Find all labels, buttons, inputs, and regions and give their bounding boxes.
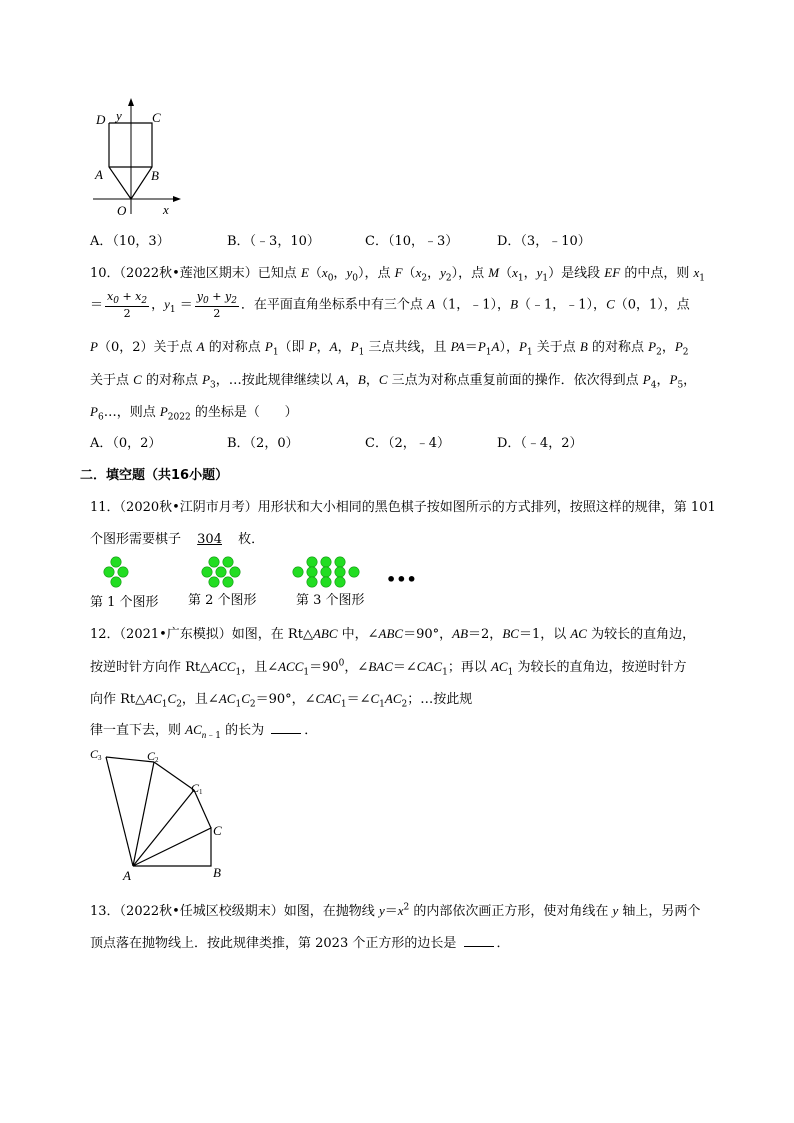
label-C1: C xyxy=(191,781,200,795)
label-C1-sub: 1 xyxy=(199,788,203,796)
q10-line-5: $P_6\dots$，则点 $P_{2022}$ 的坐标是（ ） xyxy=(90,404,298,423)
q10-line-1: 10．（2022秋•莲池区期末）已知点 $E(x_0$，$y_0$），点 $F(x_2$，$y_2$），点 $M(x_1$，$y_1$）是线段 EF 的中点，则 $x_1$ xyxy=(90,265,705,284)
dot xyxy=(307,577,317,587)
q11-caption-1: 第 1 个图形 xyxy=(90,595,159,610)
dot xyxy=(293,567,303,577)
dot xyxy=(209,577,219,587)
q9-option-c: C．（10，﹣3） xyxy=(365,234,459,249)
section-title: 二．填空题（共16小题） xyxy=(80,468,229,483)
q12-line-3: 向作 $Rt\triangle AC_1C_2$，且$\angle AC_1C_2=90^\circ$，$\angle CAC_1=\angle C_1AC_2$；…按此规 xyxy=(90,691,473,710)
q13-line-1: 13．（2022秋•任城区校级期末）如图，在抛物线 $y=x^2$ 的内部依次画正方形，使对角线在 y 轴上，另两个 xyxy=(90,902,701,919)
q13-line-2-text: 顶点落在抛物线上．按此规律类推，第 2023 个正方形的边长是 xyxy=(90,936,457,951)
q11-answer: 304 xyxy=(197,532,222,547)
q12-line-4: 律一直下去，则 $AC_{n﹣1}$ 的长为 ． xyxy=(90,722,318,741)
label-D: D xyxy=(96,112,106,127)
label-B: B xyxy=(213,865,221,880)
label-y: y xyxy=(116,108,122,123)
label-A: A xyxy=(95,167,103,182)
dot xyxy=(111,557,121,567)
q9-option-a: A．（10，3） xyxy=(90,234,170,249)
label-B: B xyxy=(151,168,159,183)
dot xyxy=(216,567,226,577)
dot xyxy=(209,557,219,567)
q12-blank xyxy=(271,723,301,734)
dot xyxy=(335,567,345,577)
dot xyxy=(230,567,240,577)
q11-dots-figure xyxy=(95,555,415,593)
q11-line-1: 11．（2020秋•江阴市月考）用形状和大小相同的黑色棋子按如图所示的方式排列，按照这样的规律，第 101 xyxy=(90,500,716,515)
label-A: A xyxy=(123,868,131,883)
label-C3-sub: 3 xyxy=(98,754,102,762)
q9-option-d: D．（3，﹣10） xyxy=(497,234,591,249)
dot xyxy=(349,567,359,577)
q12-line-2: 按逆时针方向作 $Rt\triangle ACC_1$，且$\angle ACC_1=90^0$，$\angle BAC=\angle CAC_1$；再以 $AC_1$ 为较长的直角边，按逆时针方 xyxy=(90,658,687,678)
q10-option-d: D．（﹣4，2） xyxy=(497,436,583,451)
q10-line-4: 关于点 C 的对称点 $P_3$，…按此规律继续以 A，B，C 三点为对称点重复前面的操作．依次得到点 $P_4$，$P_5$， xyxy=(90,372,697,391)
q13-blank xyxy=(464,936,494,947)
q13-line-2: 顶点落在抛物线上．按此规律类推，第 2023 个正方形的边长是 ． xyxy=(90,936,510,951)
q9-figure xyxy=(88,96,188,221)
dot xyxy=(321,557,331,567)
q12-line-4-pre: 律一直下去，则 xyxy=(90,723,182,738)
q10-source: 10．（2022秋•莲池区期末） xyxy=(90,266,258,281)
q10-option-a: A．（0，2） xyxy=(90,436,162,451)
dot xyxy=(335,557,345,567)
dot xyxy=(321,567,331,577)
q10-option-b: B．（2，0） xyxy=(227,436,299,451)
q10-line-2: ＝ $\frac{x_0 + x_2}{2}$ ，$y_1$ ＝ $\frac{y_0 + y_2}{2}$ ．在平面直角坐标系中有三个点 A（1，﹣1），B（﹣1，﹣1），C（0，1），点 xyxy=(90,290,690,321)
label-C: C xyxy=(152,110,161,125)
dot xyxy=(223,557,233,567)
label-C2: C xyxy=(147,749,156,763)
label-O: O xyxy=(117,203,127,218)
q12-figure xyxy=(84,745,234,885)
q11-line-2 xyxy=(90,528,264,547)
q11-ellipsis: ••• xyxy=(386,570,417,589)
label-C3: C xyxy=(90,747,99,761)
dot xyxy=(335,577,345,587)
q10-line-3: P（0，2）关于点 A 的对称点 $P_1$（即 P，A，$P_1$ 三点共线，且 $PA=P_1A$），$P_1$ 关于点 B 的对称点 $P_2$，$P_2$ xyxy=(90,339,689,358)
q10-option-c: C．（2，﹣4） xyxy=(365,436,450,451)
dot xyxy=(118,567,128,577)
q11-caption-2: 第 2 个图形 xyxy=(188,593,257,608)
dot xyxy=(321,577,331,587)
q11-line-2-pre: 个图形需要棋子 xyxy=(90,532,182,547)
dot xyxy=(307,567,317,577)
q11-line-2-post: 枚． xyxy=(238,532,265,547)
dot xyxy=(223,577,233,587)
q9-option-b: B．（﹣3，10） xyxy=(227,234,320,249)
dot xyxy=(111,577,121,587)
dot xyxy=(104,567,114,577)
q11-caption-3: 第 3 个图形 xyxy=(296,593,365,608)
q12-line-1: 12．（2021•广东模拟）如图，在 Rt△ABC 中，∠ABC＝90°，AB＝2，BC＝1，以 AC 为较长的直角边， xyxy=(90,626,696,642)
label-x: x xyxy=(163,202,169,217)
label-C2-sub: 2 xyxy=(155,756,159,764)
dot xyxy=(307,557,317,567)
dot xyxy=(202,567,212,577)
label-C: C xyxy=(213,823,222,838)
